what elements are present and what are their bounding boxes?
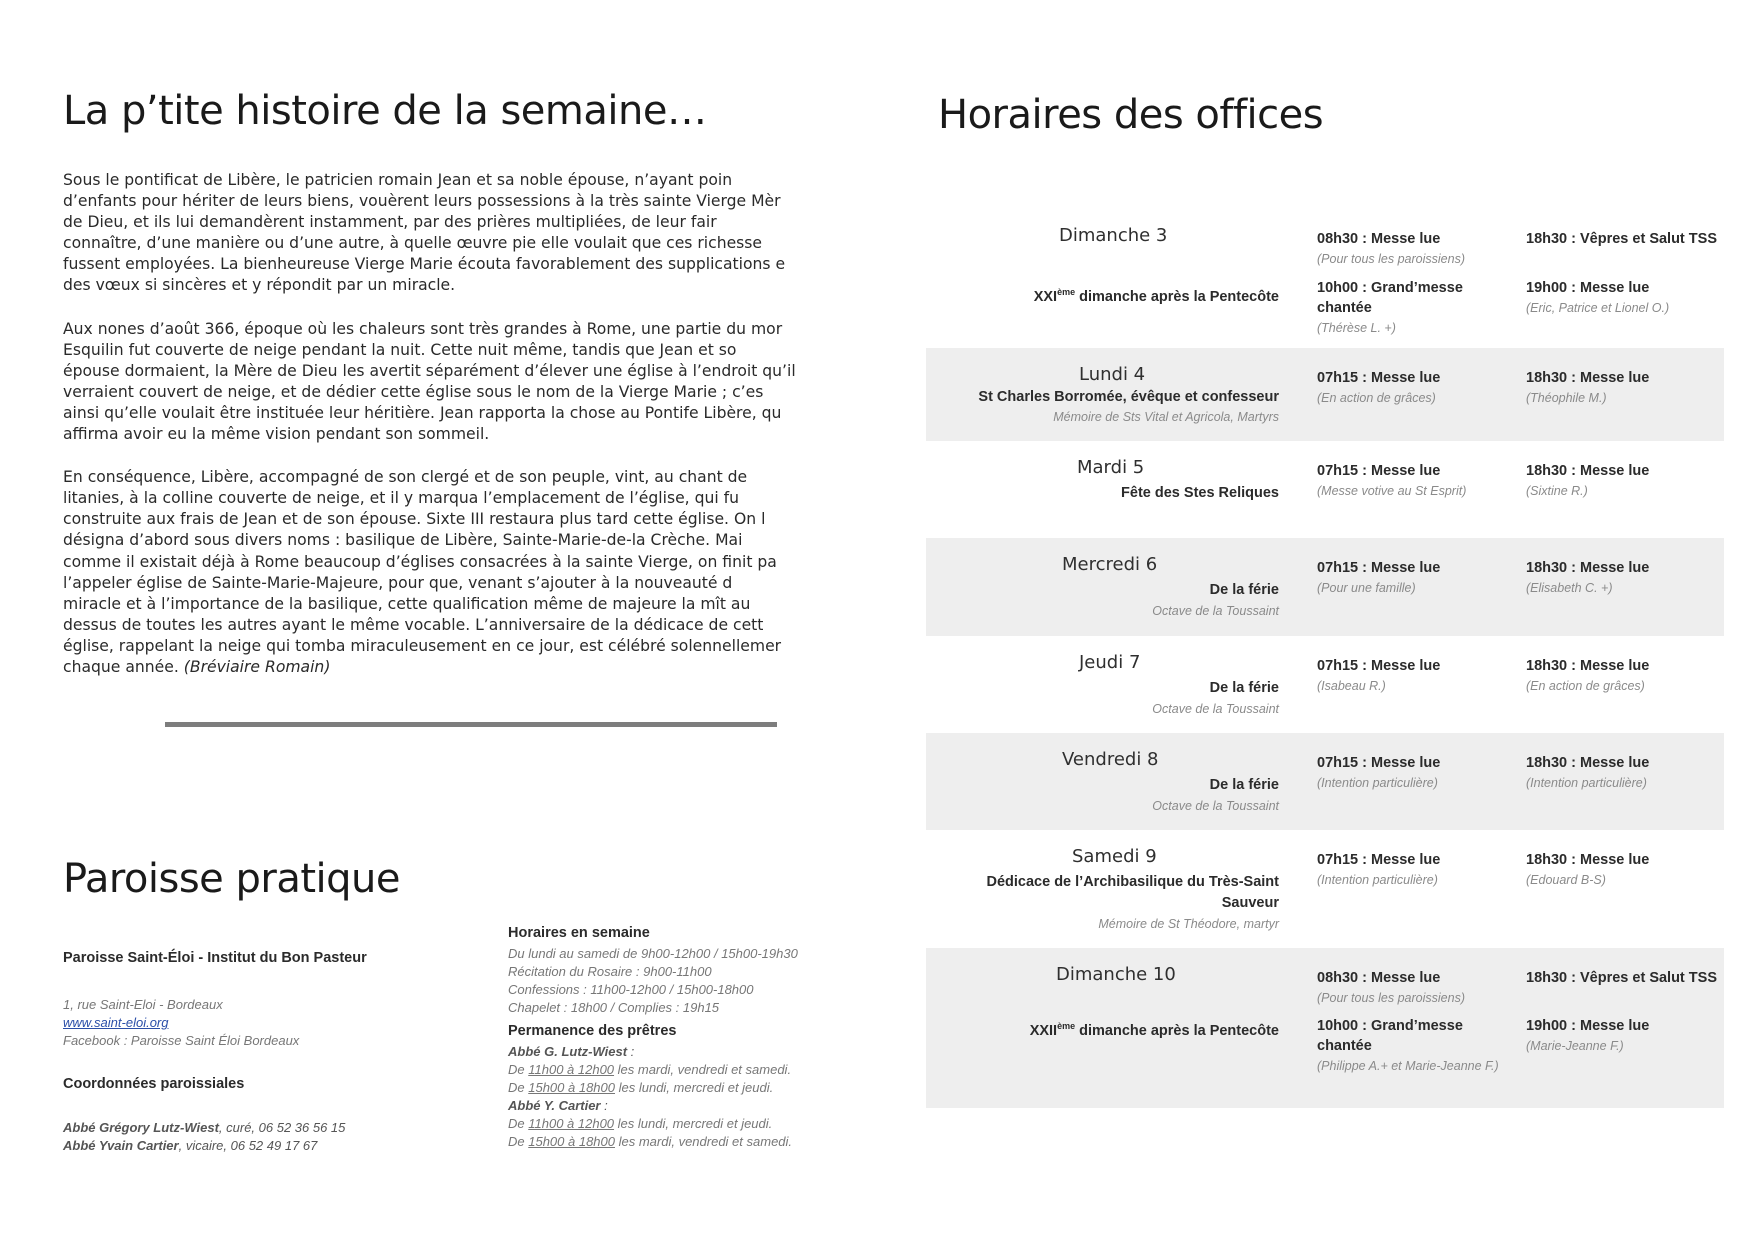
- contact-priest-2: [63, 1138, 317, 1153]
- mass-entry: [1317, 850, 1517, 889]
- mass-time: 18h30 : Messe lue: [1526, 658, 1650, 674]
- story-line: Esquilin fut couverte de neige pendant la nuit. Cette nuit même, tandis que Jean et so: [63, 340, 737, 359]
- priest-name-text: Abbé Y. Cartier: [508, 1098, 601, 1113]
- schedule-row: [926, 636, 1724, 733]
- story-line: fussent employées. La bienheureuse Vierge Marie écouta favorablement des supplications e: [63, 255, 786, 274]
- mass-intention: (Sixtine R.): [1526, 484, 1588, 498]
- day-name: Dimanche 3: [1059, 225, 1168, 246]
- story-paragraph-1: [63, 170, 869, 297]
- mass-time: 18h30 : Messe lue: [1526, 370, 1650, 386]
- mass-entry: [1317, 229, 1517, 268]
- schedule-row: [926, 830, 1724, 948]
- schedule-row: [926, 733, 1724, 830]
- priest-slot: [508, 1116, 772, 1131]
- mass-entry: [1317, 461, 1517, 500]
- parish-address: 1, rue Saint-Eloi - Bordeaux: [63, 997, 223, 1012]
- mass-time: 19h00 : Messe lue: [1526, 1018, 1650, 1034]
- slot-time: 11h00 à 12h00: [528, 1062, 615, 1077]
- story-body: [63, 170, 869, 700]
- mass-entry: [1526, 968, 1724, 988]
- mass-intention: (Marie-Jeanne F.): [1526, 1039, 1624, 1053]
- story-line: ainsi qu’elle voulait être instituée leur héritière. Jean rapporta la chose au Pontife Libère, qu: [63, 403, 782, 422]
- mass-entry: [1526, 1016, 1724, 1055]
- mass-intention: (En action de grâces): [1317, 391, 1436, 405]
- mass-time: 07h15 : Messe lue: [1317, 560, 1441, 576]
- mass-entry: [1526, 278, 1724, 317]
- feast-rest: dimanche après la Pentecôte: [1075, 1022, 1279, 1039]
- mass-intention: (Thérèse L. +): [1317, 321, 1396, 335]
- mass-intention: (Pour tous les paroissiens): [1317, 252, 1465, 266]
- slot-pre: De: [508, 1080, 529, 1095]
- day-name: Samedi 9: [1072, 846, 1157, 867]
- mass-entry: [1526, 656, 1724, 695]
- contact-detail: , curé, 06 52 36 56 15: [218, 1120, 346, 1135]
- feast-memo: Octave de la Toussaint: [1152, 799, 1279, 813]
- feast-roman: XXI: [1033, 288, 1058, 305]
- mass-entry: [1526, 753, 1724, 792]
- mass-time: 07h15 : Messe lue: [1317, 658, 1441, 674]
- feast-sup: ème: [1057, 1021, 1076, 1031]
- mass-entry: [1526, 461, 1724, 500]
- mass-time: 18h30 : Vêpres et Salut TSS: [1526, 970, 1717, 986]
- mass-entry: [1317, 558, 1517, 597]
- mass-time: 07h15 : Messe lue: [1317, 370, 1441, 386]
- feast-rest: dimanche après la Pentecôte: [1075, 288, 1279, 305]
- priest-slot: [508, 1080, 773, 1095]
- mass-intention: (En action de grâces): [1526, 679, 1645, 693]
- feast-name: [1034, 282, 1279, 308]
- mass-entry: [1317, 656, 1517, 695]
- mass-time: 07h15 : Messe lue: [1317, 755, 1441, 771]
- mass-entry: [1526, 229, 1724, 249]
- story-source: (Bréviaire Romain): [183, 657, 331, 676]
- mass-entry: [1526, 558, 1724, 597]
- feast-name: Fête des Stes Reliques: [1121, 485, 1279, 501]
- mass-time: 18h30 : Messe lue: [1526, 463, 1650, 479]
- weekday-line: Récitation du Rosaire : 9h00-11h00: [508, 964, 712, 979]
- mass-intention: (Pour une famille): [1317, 581, 1416, 595]
- mass-entry: [1526, 850, 1724, 889]
- mass-entry: [1526, 368, 1724, 407]
- mass-time: 10h00 : Grand’messe chantée: [1317, 1018, 1463, 1054]
- contact-name: Abbé Yvain Cartier: [63, 1138, 179, 1153]
- mass-intention: (Elisabeth C. +): [1526, 581, 1613, 595]
- mass-entry: [1317, 968, 1517, 1007]
- feast-name: De la férie: [1209, 582, 1279, 598]
- story-line: litanies, à la colline couverte de neige, et il y marqua l’emplacement de l’église, qui fu: [63, 489, 740, 508]
- mass-entry: [1317, 1016, 1517, 1075]
- story-paragraph-2: [63, 319, 869, 446]
- mass-intention: (Pour tous les paroissiens): [1317, 991, 1465, 1005]
- priest-name-text: Abbé G. Lutz-Wiest: [508, 1044, 628, 1059]
- feast-name: De la férie: [1209, 680, 1279, 696]
- story-line: désigna d’abord sous divers noms : basilique de Libère, Sainte-Marie-de-la Crèche. Mai: [63, 531, 743, 550]
- story-line: de Dieu, et ils lui demandèrent instamment, par des prières multipliées, de leur fair: [63, 213, 717, 232]
- day-name: Dimanche 10: [1056, 964, 1176, 985]
- day-name: Mardi 5: [1077, 457, 1145, 478]
- day-name: Mercredi 6: [1062, 554, 1158, 575]
- mass-intention: (Messe votive au St Esprit): [1317, 484, 1467, 498]
- slot-pre: De: [508, 1062, 529, 1077]
- feast-memo: Mémoire de Sts Vital et Agricola, Martyrs: [1053, 410, 1279, 424]
- contact-priest-1: [63, 1120, 345, 1135]
- story-line: des vœux si sincères et y répondit par un miracle.: [63, 276, 456, 295]
- story-line: En conséquence, Libère, accompagné de son clergé et de son peuple, vint, au chant de: [63, 468, 748, 487]
- slot-post: les lundi, mercredi et jeudi.: [614, 1116, 773, 1131]
- slot-post: les mardi, vendredi et samedi.: [615, 1134, 793, 1149]
- feast-name: De la férie: [1209, 777, 1279, 793]
- feast-name: [1030, 1016, 1279, 1042]
- story-title: La p’tite histoire de la semaine…: [63, 88, 707, 134]
- mass-intention: (Isabeau R.): [1317, 679, 1386, 693]
- mass-intention: (Eric, Patrice et Lionel O.): [1526, 301, 1670, 315]
- priest-name: Abbé Y. Cartier :: [508, 1098, 608, 1113]
- slot-pre: De: [508, 1134, 529, 1149]
- weekday-line: Du lundi au samedi de 9h00-12h00 / 15h00-19h30: [508, 946, 798, 961]
- feast-sup: ème: [1057, 287, 1076, 297]
- contact-name: Abbé Grégory Lutz-Wiest: [63, 1120, 219, 1135]
- mass-intention: (Philippe A.+ et Marie-Jeanne F.): [1317, 1059, 1499, 1073]
- feast-roman: XXII: [1029, 1022, 1058, 1039]
- mass-time: 10h00 : Grand’messe chantée: [1317, 280, 1463, 316]
- story-line: construite aux frais de Jean et de son épouse. Sixte III restaura plus tard cette église. On l: [63, 510, 766, 529]
- weekday-line: Confessions : 11h00-12h00 / 15h00-18h00: [508, 982, 754, 997]
- feast-name: Dédicace de l’Archibasilique du Très-Saint Sauveur: [986, 874, 1279, 911]
- mass-time: 07h15 : Messe lue: [1317, 463, 1441, 479]
- story-line: comme il existait déjà à Rome beaucoup d’églises consacrées à la sainte Vierge, on finit pa: [63, 552, 777, 571]
- mass-time: 18h30 : Vêpres et Salut TSS: [1526, 231, 1717, 247]
- story-line: église, rappelant la neige qui tomba miraculeusement en ce jour, est célébré solennellemer: [63, 636, 782, 655]
- mass-time: 08h30 : Messe lue: [1317, 231, 1441, 247]
- mass-entry: [1317, 368, 1517, 407]
- feast-name: St Charles Borromée, évêque et confesseur: [978, 389, 1279, 405]
- weekday-line: Chapelet : 18h00 / Complies : 19h15: [508, 1000, 720, 1015]
- contact-detail: , vicaire, 06 52 49 17 67: [178, 1138, 318, 1153]
- mass-intention: (Intention particulière): [1317, 873, 1438, 887]
- mass-entry: [1317, 753, 1517, 792]
- parish-facebook: Facebook : Paroisse Saint Éloi Bordeaux: [63, 1033, 300, 1048]
- day-name: Vendredi 8: [1062, 749, 1159, 770]
- schedule-row: [926, 948, 1724, 1108]
- website-link-text[interactable]: www.saint-eloi.org: [63, 1015, 169, 1030]
- mass-intention: (Intention particulière): [1526, 776, 1647, 790]
- mass-intention: (Edouard B-S): [1526, 873, 1606, 887]
- story-line: d’enfants pour hériter de leurs biens, vouèrent leurs possessions à la très sainte Vierge Mèr: [63, 192, 781, 211]
- mass-entry: [1317, 278, 1517, 337]
- schedule-title: Horaires des offices: [938, 92, 1324, 138]
- slot-time: 15h00 à 18h00: [528, 1134, 615, 1149]
- story-line: affirma avoir eu la même vision pendant son sommeil.: [63, 425, 490, 444]
- permanence-heading: Permanence des prêtres: [508, 1023, 677, 1039]
- mass-time: 07h15 : Messe lue: [1317, 852, 1441, 868]
- story-line: Aux nones d’août 366, époque où les chaleurs sont très grandes à Rome, une partie du mor: [63, 319, 783, 338]
- story-line: connaître, d’une manière ou d’une autre, à quelle œuvre pie elle voulait que ces richesse: [63, 234, 763, 253]
- day-name: Lundi 4: [1079, 364, 1146, 385]
- slot-pre: De: [508, 1116, 529, 1131]
- schedule-table: [926, 212, 1724, 1108]
- story-line: dessus de toutes les autres ayant le même vocable. L’anniversaire de la dédicace de cett: [63, 615, 764, 634]
- slot-time: 11h00 à 12h00: [528, 1116, 615, 1131]
- schedule-row: [926, 212, 1724, 348]
- schedule-row: [926, 348, 1724, 441]
- schedule-row: [926, 538, 1724, 636]
- section-divider: [165, 722, 777, 727]
- mass-time: 18h30 : Messe lue: [1526, 852, 1650, 868]
- schedule-row: [926, 441, 1724, 538]
- parish-name: Paroisse Saint-Éloi - Institut du Bon Pasteur: [63, 950, 367, 966]
- mass-intention: (Théophile M.): [1526, 391, 1607, 405]
- story-line: chaque année.: [63, 657, 179, 676]
- story-paragraph-3: [63, 467, 869, 678]
- parish-website-link[interactable]: [63, 1015, 169, 1030]
- story-line: Sous le pontificat de Libère, le patricien romain Jean et sa noble épouse, n’ayant poin: [63, 171, 733, 189]
- contacts-heading: Coordonnées paroissiales: [63, 1076, 245, 1092]
- mass-time: 19h00 : Messe lue: [1526, 280, 1650, 296]
- story-line: épouse dormaient, la Mère de Dieu les avertit séparément d’élever une église à l’endroit qu’il: [63, 361, 796, 380]
- feast-memo: Mémoire de St Théodore, martyr: [1098, 917, 1279, 931]
- slot-post: les lundi, mercredi et jeudi.: [615, 1080, 774, 1095]
- priest-name: Abbé G. Lutz-Wiest :: [508, 1044, 635, 1059]
- mass-time: 18h30 : Messe lue: [1526, 560, 1650, 576]
- story-line: miracle et à l’importance de la basilique, cette qualification même de majeure la mît au: [63, 594, 751, 613]
- mass-intention: (Intention particulière): [1317, 776, 1438, 790]
- priest-slot: [508, 1134, 792, 1149]
- priest-slot: [508, 1062, 791, 1077]
- mass-time: 18h30 : Messe lue: [1526, 755, 1650, 771]
- slot-post: les mardi, vendredi et samedi.: [614, 1062, 792, 1077]
- weekday-heading: Horaires en semaine: [508, 925, 650, 941]
- slot-time: 15h00 à 18h00: [528, 1080, 615, 1095]
- day-name: Jeudi 7: [1079, 652, 1141, 673]
- story-line: l’appeler église de Sainte-Marie-Majeure, pour que, venant s’ajouter à la nouveauté d: [63, 573, 733, 592]
- feast-memo: Octave de la Toussaint: [1152, 702, 1279, 716]
- practical-title: Paroisse pratique: [63, 856, 400, 902]
- feast-memo: Octave de la Toussaint: [1152, 604, 1279, 618]
- story-line: verraient couvert de neige, et de dédier cette église sous le nom de la Vierge Marie ; c’es: [63, 382, 764, 401]
- mass-time: 08h30 : Messe lue: [1317, 970, 1441, 986]
